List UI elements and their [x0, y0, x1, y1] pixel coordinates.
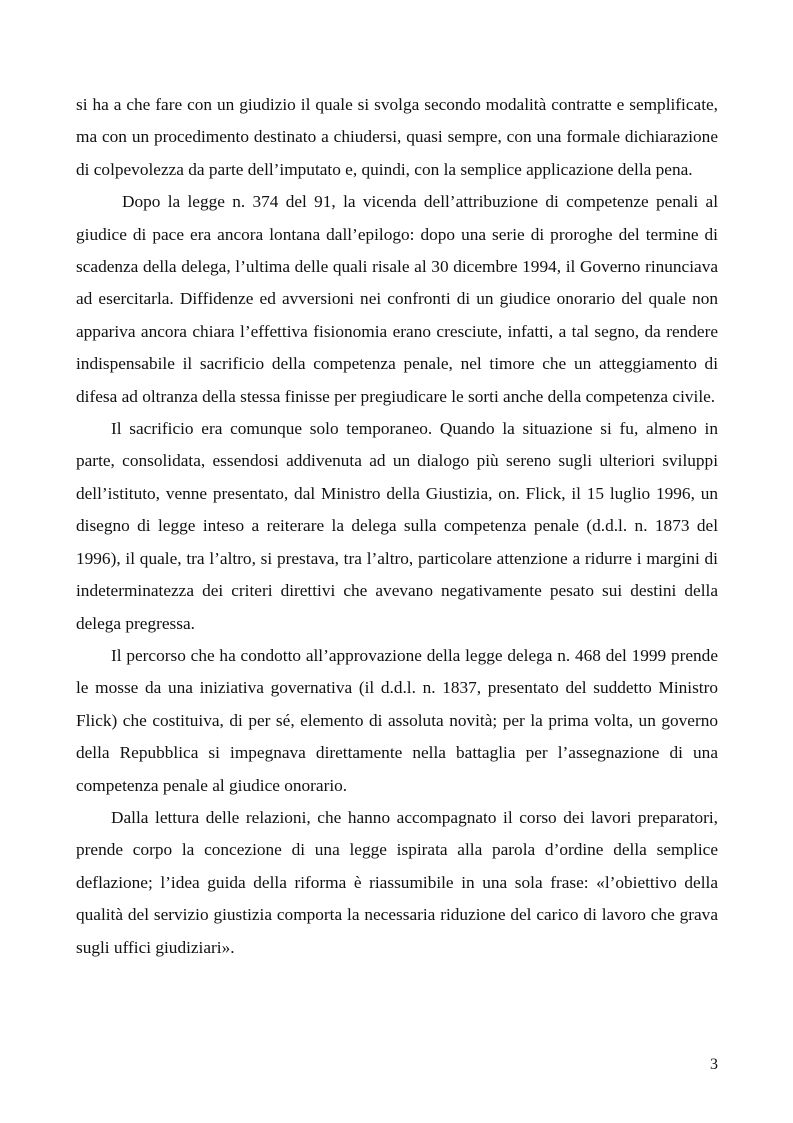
paragraph-percorso: Il percorso che ha condotto all’approvazione della legge delega n. 468 del 1999 prende le mosse da una iniziativa governativa (il d.d.l. n. 1837, presentato del suddetto Ministro Flick) che costituiva, di per sé, elemento di assoluta novità; per la prima volta, un governo della Repubblica si impegnava direttamente nella battaglia per l’assegnazione di una competenza penale al giudice onorario. — [76, 645, 718, 795]
paragraph-relazioni: Dalla lettura delle relazioni, che hanno accompagnato il corso dei lavori preparatori, prende corpo la concezione di una legge ispirata alla parola d’ordine della semplice deflazione; l’idea guida della riforma è riassumibile in una sola frase: «l’obiettivo della qualità del servizio giustizia comporta la necessaria riduzione del carico di lavoro che grava sugli uffici giudiziari». — [76, 807, 718, 957]
page-number: 3 — [710, 1056, 718, 1073]
paragraph-sacrificio: Il sacrificio era comunque solo temporaneo. Quando la situazione si fu, almeno in parte, consolidata, essendosi addivenuta ad un dialogo più sereno sugli ulteriori sviluppi dell’istituto, venne presentato, dal Ministro della Giustizia, on. Flick, il 15 luglio 1996, un disegno di legge inteso a reiterare la delega sulla competenza penale (d.d.l. n. 1873 del 1996), il quale, tra l’altro, si prestava, tra l’altro, particolare attenzione a ridurre i margini di indeterminatezza dei criteri direttivi che avevano negativamente pesato sui destini della delega pregressa. — [76, 419, 718, 633]
document-page — [76, 89, 718, 964]
paragraph-legge-374: Dopo la legge n. 374 del 91, la vicenda dell’attribuzione di competenze penali al giudice di pace era ancora lontana dall’epilogo: dopo una serie di proroghe del termine di scadenza della delega, l’ultima delle quali risale al 30 dicembre 1994, il Governo rinunciava ad esercitarla. Diffidenze ed avversioni nei confronti di un giudice onorario del quale non appariva ancora chiara l’effettiva fisionomia erano cresciute, infatti, a tal segno, da rendere indispensabile il sacrificio della competenza penale, nel timore che un atteggiamento di difesa ad oltranza della stessa finisse per pregiudicare le sorti anche della competenza civile. — [76, 192, 718, 406]
paragraph-continuation: si ha a che fare con un giudizio il quale si svolga secondo modalità contratte e semplificate, ma con un procedimento destinato a chiudersi, quasi sempre, con una formale dichiarazione di colpevolezza da parte dell’imputato e, quindi, con la semplice applicazione della pena. — [76, 95, 718, 179]
